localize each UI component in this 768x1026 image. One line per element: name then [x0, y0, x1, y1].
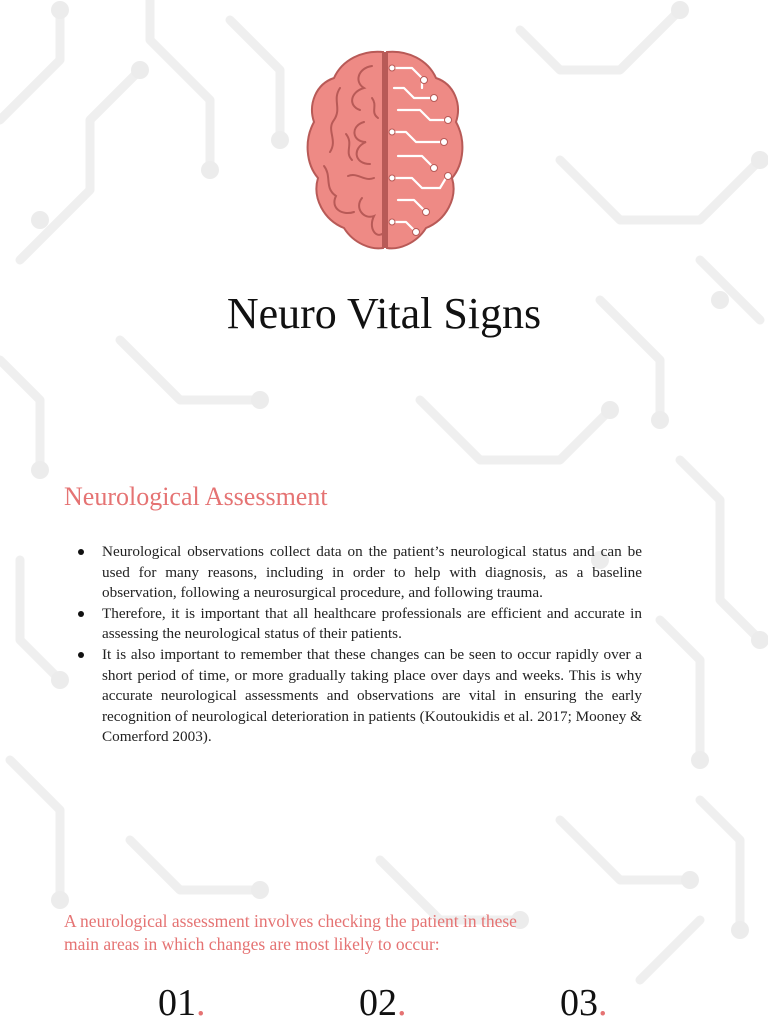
number-period: . [598, 982, 608, 1024]
list-item [74, 604, 642, 645]
brain-circuit-icon [302, 48, 468, 252]
bullet-dot-icon [78, 652, 84, 658]
section-heading: Neurological Assessment [64, 482, 328, 511]
number-01 [158, 980, 206, 1026]
list-item-text: Neurological observations collect data on the patient’s neurological status and can be used for many reasons, including in order to help with diagnosis, as a baseline observation, following a neurosurgical procedure, and following trauma. [102, 543, 642, 602]
list-item-text: Therefore, it is important that all healthcare professionals are efficient and accurate in assessing the neurological status of their patients. [102, 604, 642, 643]
list-item [74, 645, 642, 748]
number-label: 03 [560, 982, 598, 1024]
bullet-dot-icon [78, 549, 84, 555]
intro-text: A neurological assessment involves checking the patient in these main areas in which changes are most likely to occur: [64, 911, 517, 954]
list-item [74, 542, 642, 604]
number-label: 02 [359, 982, 397, 1024]
list-item-text: It is also important to remember that these changes can be seen to occur rapidly over a short period of time, or more gradually taking place over days and weeks. This is why accurate neurological assessments and observations are vital in ensuring the early recognition of neurological deterioration in patients (Koutoukidis et al. 2017; Mooney & Comerford 2003). [102, 645, 642, 746]
number-period: . [196, 982, 206, 1024]
bullet-list [74, 542, 642, 748]
number-label: 01 [158, 982, 196, 1024]
number-period: . [397, 982, 407, 1024]
page-title: Neuro Vital Signs [226, 289, 542, 338]
bullet-dot-icon [78, 611, 84, 617]
number-02 [359, 980, 407, 1026]
number-03 [560, 980, 608, 1026]
